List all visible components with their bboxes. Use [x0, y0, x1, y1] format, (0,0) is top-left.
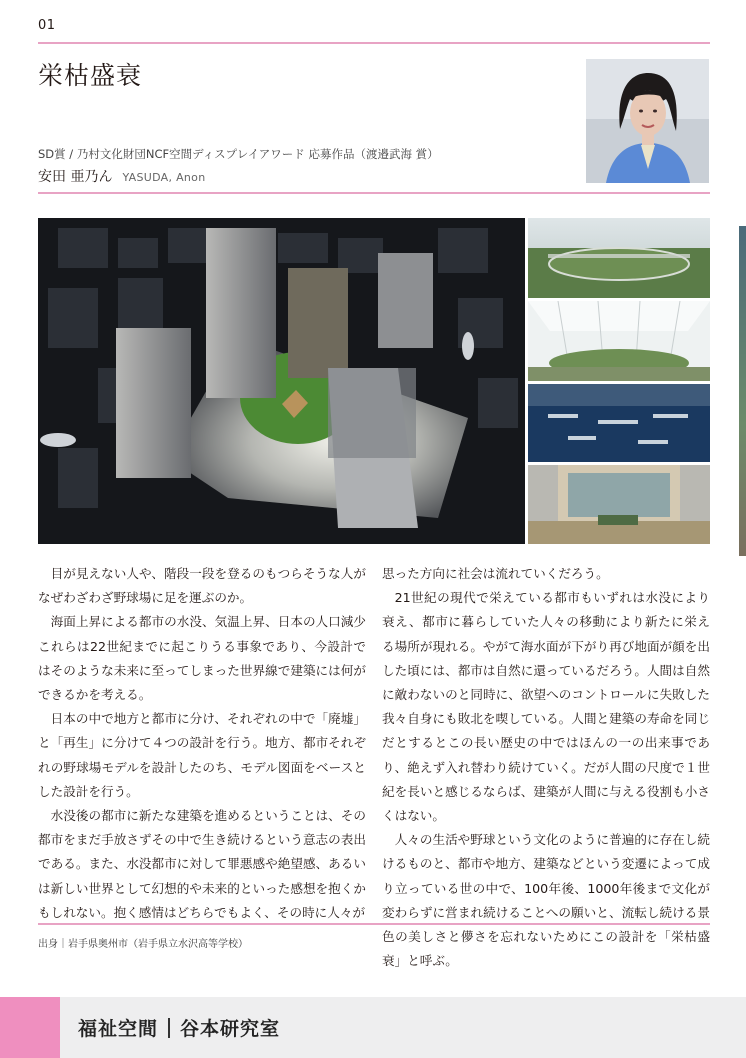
footer-label	[78, 1014, 280, 1041]
footer-category: 福祉空間	[78, 1018, 159, 1040]
portrait-image	[586, 59, 709, 183]
paragraph: 21世紀の現代で栄えている都市もいずれは水没により衰え、都市に暮らしていた人々の移動により新たに栄える場所が現れる。やがて海水面が下がり再び地面が顔を出した頃には、都市は自然に還っているだろう。人間は自然に敵わないのと同時に、欲望へのコントロールに失敗した我々自身にも敗北を喫している。人間と建築の寿命を同じだとするとこの長い歴史の中ではほんの一の出来事であり、絶えず入れ替わり続けていく。だが人間の尺度で１世紀を長いと感じるならば、建築が人間に与える役割も小さくはない。	[382, 590, 710, 824]
flooded-stadium-render	[528, 384, 710, 462]
footer-lab: 谷本研究室	[180, 1018, 281, 1040]
paragraph: 日本の中で地方と都市に分け、それぞれの中で「廃墟」と「再生」に分けて４つの設計を行う。地方、都市それぞれの野球場モデルを設計したのち、モデル図面をベースとした設計を行う。	[38, 711, 366, 799]
body-column-left	[38, 562, 366, 925]
stadium-aerial-render	[38, 218, 525, 544]
paragraph: 目が見えない人や、階段一段を登るのもつらそうな人がなぜわざわざ野球場に足を運ぶのか。	[38, 566, 366, 606]
body-column-right	[382, 562, 710, 973]
paragraph-continued: 思った方向に社会は流れていくだろう。	[382, 566, 609, 581]
section-rule-bottom	[38, 923, 710, 925]
author-name-jp: 安田 亜乃ん	[38, 169, 113, 185]
award-line: SD賞 / 乃村文化財団NCF空間ディスプレイアワード 応募作品（渡邉武海 賞）	[38, 147, 439, 161]
footer-accent	[0, 997, 60, 1058]
header-rule	[38, 42, 710, 44]
origin-line: 出身｜岩手県奥州市（岩手県立水沢高等学校）	[38, 939, 248, 950]
interior-gallery-render	[528, 465, 710, 544]
author-name-en: YASUDA, Anon	[122, 171, 206, 184]
paragraph: 人々の生活や野球という文化のように普遍的に存在し続けるものと、都市や地方、建築などという変遷によって成り立っている世の中で、100年後、1000年後まで文化が変わらずに営まれ続けることへの願いと、流転し続ける景色の美しさと儚さを忘れないためにこの設計を「栄枯盛衰」と呼ぶ。	[382, 832, 710, 969]
glass-hall-render	[528, 301, 710, 381]
page-number: 01	[38, 18, 56, 33]
section-rule-top	[38, 192, 710, 194]
paragraph: 水没後の都市に新たな建築を進めるということは、その都市をまだ手放さずその中で生き続けるという意志の表出である。また、水没都市に対して罪悪感や絶望感、あるいは新しい世界として幻想的や未来的といった感想を抱くかもしれない。抱く感情はどちらでもよく、その時に人々が	[38, 808, 366, 920]
adjacent-page-edge	[739, 226, 746, 556]
field-ruins-render	[528, 218, 710, 298]
project-title: 栄枯盛衰	[38, 61, 143, 90]
footer-separator	[168, 1018, 170, 1038]
paragraph: 海面上昇による都市の水没、気温上昇、日本の人口減少これらは22世紀までに起こりうる事象であり、今設計ではそのような未来に至ってしまった世界線で建築には何ができるかを考える。	[38, 614, 366, 703]
author-line	[38, 166, 205, 186]
